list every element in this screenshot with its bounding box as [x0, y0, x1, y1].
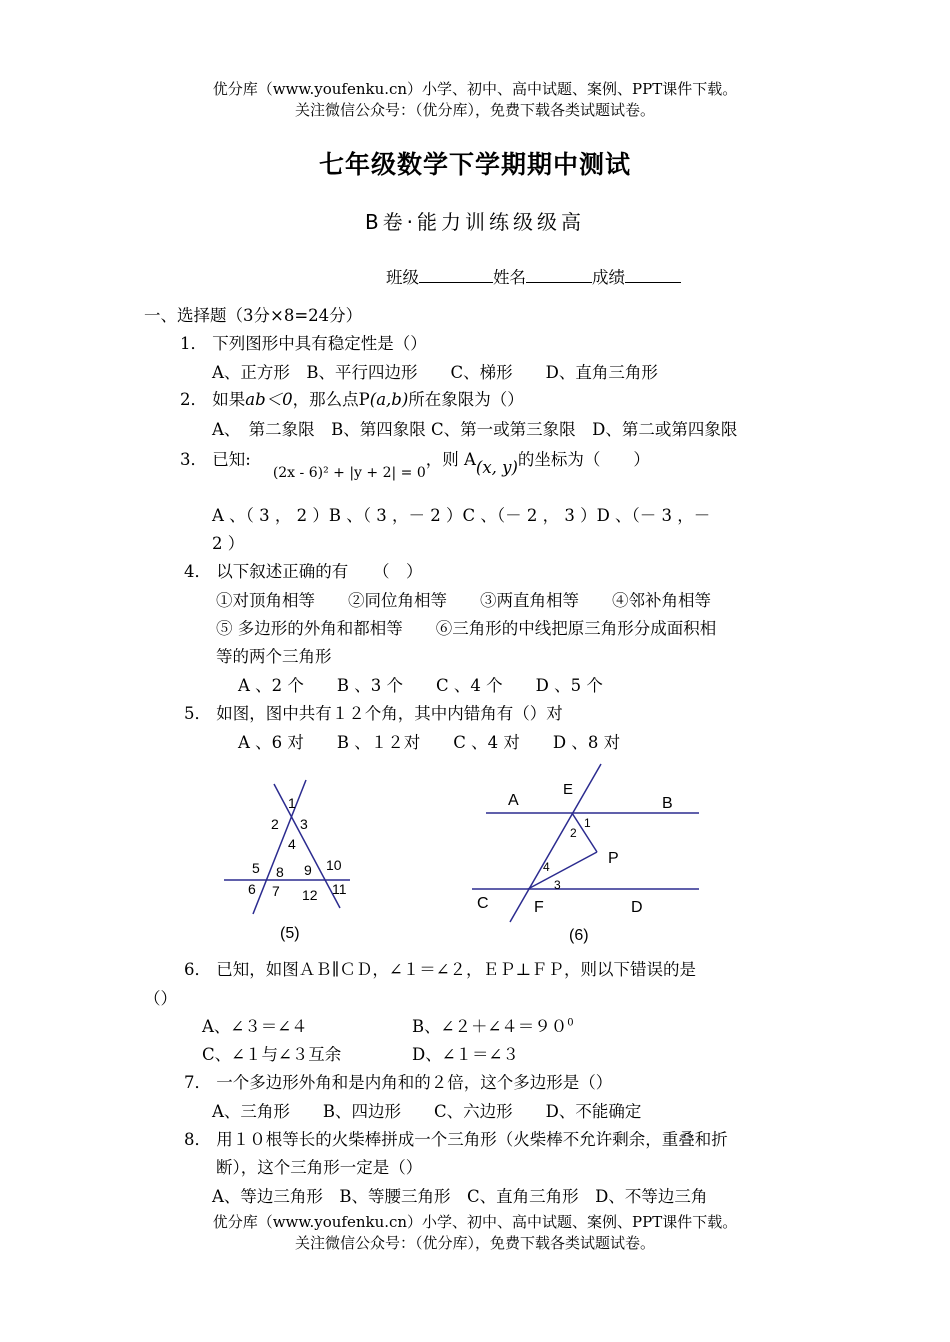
score-label: 成绩: [592, 268, 625, 287]
fig6-label-2: 2: [570, 826, 577, 840]
fig5-label-2: 2: [271, 816, 279, 832]
name-label: 姓名: [493, 268, 526, 287]
q8-stem-2: 断），这个三角形一定是（）: [216, 1158, 423, 1177]
section-heading: 一、选择题（3分×8=24分）: [144, 306, 363, 325]
q6-option-d: D、∠１＝∠３: [412, 1045, 519, 1064]
q4-options: A 、2 个 B 、3 个 C 、4 个 D 、5 个: [238, 676, 603, 695]
q6-option-a: A、∠３＝∠４: [202, 1017, 308, 1036]
q3-stem: [180, 446, 650, 481]
q3-expr: (2x - 6)² + |y + 2| = 0: [272, 465, 426, 481]
fig6-label-4: 4: [543, 860, 550, 874]
fig6-label-C: C: [477, 895, 489, 912]
q2-options: A、 第二象限 B、第四象限 C、第一或第三象限 D、第二或第四象限: [212, 420, 738, 439]
q3-post: 的坐标为（ ）: [517, 450, 650, 469]
fig6-label-B: B: [662, 795, 673, 812]
fig5-label-12: 12: [302, 887, 318, 903]
fig6-label-E: E: [563, 781, 574, 798]
footer-line-2: 关注微信公众号：（优分库），免费下载各类试题试卷。: [294, 1234, 655, 1252]
q5-stem: 5． 如图，图中共有１２个角，其中内错角有（）对: [184, 704, 563, 723]
fig5-label-8: 8: [276, 864, 284, 880]
fig6-label-A: A: [508, 792, 519, 809]
q2-mid: ，那么点P: [292, 390, 370, 409]
q1-stem: 1． 下列图形中具有稳定性是（）: [180, 334, 427, 353]
fig5-label-9: 9: [304, 862, 312, 878]
q3-mid: ，则 A: [425, 450, 476, 469]
fig5-label-5: 5: [252, 860, 260, 876]
fig5-label-6: 6: [248, 881, 256, 897]
class-label: 班级: [386, 268, 419, 287]
fig6-line-fp: [528, 852, 597, 889]
fig6-label-D: D: [631, 899, 643, 916]
q7-stem: 7． 一个多边形外角和是内角和的２倍，这个多边形是（）: [184, 1073, 613, 1092]
q6-option-c: C、∠１与∠３互余: [202, 1045, 342, 1064]
q6-option-b-wrap: [412, 1013, 574, 1037]
fig6-label-F: F: [534, 899, 544, 916]
fig5-label-10: 10: [326, 857, 342, 873]
page-subtitle: B卷·能力训练级级高: [364, 210, 586, 234]
q2-point: (a,b): [369, 390, 409, 409]
info-line: [386, 264, 681, 288]
fig6-caption: (6): [569, 927, 589, 944]
fig5-label-4: 4: [288, 836, 296, 852]
q6-stem-2: （）: [144, 989, 177, 1008]
q4-items-2: ⑤ 多边形的外角和都相等 ⑥三角形的中线把原三角形分成面积相: [216, 619, 717, 638]
q4-items-3: 等的两个三角形: [216, 647, 332, 666]
q3-point: (x, y): [475, 458, 518, 477]
fig6-label-1: 1: [584, 816, 591, 830]
q3-pre: 3． 已知:: [180, 450, 251, 469]
q8-stem-1: 8． 用１０根等长的火柴棒拼成一个三角形（火柴棒不允许剩余，重叠和折: [184, 1130, 728, 1149]
fig5-label-1: 1: [288, 795, 296, 811]
q2-pre: 2． 如果: [180, 390, 246, 409]
q6-stem-1: 6． 已知，如图ＡＢ∥ＣＤ，∠１＝∠２，ＥＰ⊥ＦＰ，则以下错误的是: [184, 960, 697, 979]
fig5-label-11: 11: [332, 881, 347, 897]
q2-post: 所在象限为（）: [408, 390, 524, 409]
header-line-2: 关注微信公众号：（优分库），免费下载各类试题试卷。: [294, 101, 655, 119]
q6-option-b-sup: 0: [567, 1017, 574, 1029]
footer-line-1: 优分库（www.youfenku.cn）小学、初中、高中试题、案例、PPT课件下载。: [212, 1213, 738, 1231]
page-title: 七年级数学下学期期中测试: [318, 150, 631, 179]
q5-options: A 、6 对 B 、１２对 C 、4 对 D 、8 对: [238, 733, 621, 752]
class-blank[interactable]: [419, 268, 493, 283]
q4-items-1: ①对顶角相等 ②同位角相等 ③两直角相等 ④邻补角相等: [216, 591, 711, 610]
q4-stem: 4． 以下叙述正确的有 （ ）: [184, 562, 423, 581]
fig6-line-ef: [510, 764, 601, 922]
q7-options: A、三角形 B、四边形 C、六边形 D、不能确定: [212, 1102, 642, 1121]
q3-options-1: A 、（ 3 ， 2 ）B 、（ 3 ，－ 2 ）C 、（－ 2 ， 3 ）D 、（－ 3 ，－: [212, 506, 711, 525]
q6-option-b: B、∠２＋∠４＝９０: [412, 1017, 568, 1036]
q8-options: A、等边三角形 B、等腰三角形 C、直角三角形 D、不等边三角: [212, 1187, 708, 1206]
header-line-1: 优分库（www.youfenku.cn）小学、初中、高中试题、案例、PPT课件下载。: [212, 80, 738, 98]
fig5-label-7: 7: [272, 883, 280, 899]
figure-5: [218, 778, 358, 948]
q2-expr: ab＜0: [245, 390, 293, 409]
name-blank[interactable]: [526, 268, 592, 283]
figure-6: [466, 760, 706, 950]
q3-options-2: 2 ）: [212, 534, 245, 553]
q2-stem: [180, 386, 524, 410]
fig5-label-3: 3: [300, 816, 308, 832]
score-blank[interactable]: [625, 268, 681, 283]
fig6-label-P: P: [608, 850, 619, 867]
fig5-caption: (5): [280, 925, 300, 942]
q1-options: A、正方形 B、平行四边形 C、梯形 D、直角三角形: [212, 363, 658, 382]
fig6-label-3: 3: [554, 878, 561, 892]
